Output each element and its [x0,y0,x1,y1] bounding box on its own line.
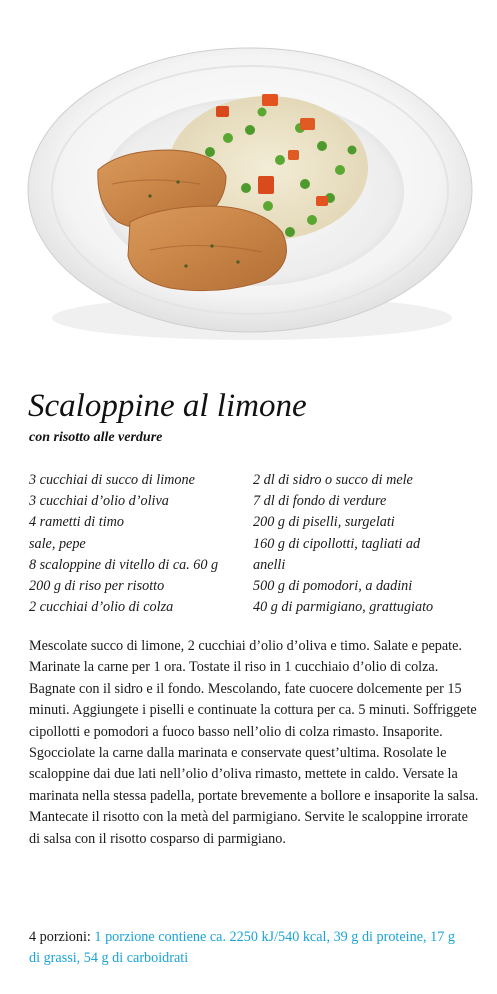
ingredient-item: 2 dl di sidro o succo di mele [253,472,413,488]
nutrition-values: 1 porzione contiene ca. 2250 kJ/540 kcal, 39 g di proteine, 17 g di grassi, 54 g di carboidrati [29,929,455,967]
ingredient-item: 3 cucchiai di succo di limone [29,472,195,488]
plate-illustration [0,0,497,380]
portions-label: 4 porzioni: [29,929,91,945]
recipe-subtitle: con risotto alle verdure [29,430,163,445]
ingredients-column-right [253,470,479,618]
ingredient-item: 3 cucchiai d’olio d’oliva [29,493,169,510]
ingredient-item: 200 g di piselli, surgelati [253,514,395,531]
ingredient-item: sale, pepe [29,535,86,552]
nutrition-info [29,927,469,970]
ingredient-item: 4 rametti di timo [29,514,124,531]
ingredient-item: 8 scaloppine di vitello di ca. 60 g [29,556,219,573]
ingredients-column-left [29,470,253,618]
ingredients-list [29,470,479,618]
ingredient-item: 2 cucchiai d’olio di colza [29,599,174,616]
ingredient-item: 7 dl di fondo di verdure [253,493,387,510]
ingredient-item: 40 g di parmigiano, grattugiato [253,599,434,616]
ingredient-item: anelli [253,556,286,573]
ingredient-item: 160 g di cipollotti, tagliati ad [253,535,421,552]
method-paragraph: Mescolate succo di limone, 2 cucchiai d’olio d’oliva e timo. Salate e pepate. Marinate la carne per 1 ora. Tostate il riso in 1 cucchiaio d’olio di colza. Bagnate con il sidro e il fondo. Mescolando, fate cuocere dolcemente per 15 minuti. Aggiungete i piselli e continuate la cottura per ca. 5 minuti. Soffriggete cipollotti e pomodori a fuoco basso nell’olio di colza rimasto. Insaporite. Sgocciolate la carne dalla marinata e conservate quest’ultima. Rosolate le scaloppine dai due lati nell’olio d’oliva rimasto, mettete in caldo. Versate la marinata nella stessa padella, portate brevemente a bollore e insaporite la salsa. Mantecate il risotto con la metà del parmigiano. Servite le scaloppine irrorate di salsa con il risotto cosparso di parmigiano. [29,638,479,847]
ingredient-item: 200 g di riso per risotto [29,578,165,595]
dish-photo [0,0,497,380]
recipe-title: Scaloppine al limone [28,388,307,424]
ingredient-item: 500 g di pomodori, a dadini [253,578,413,595]
